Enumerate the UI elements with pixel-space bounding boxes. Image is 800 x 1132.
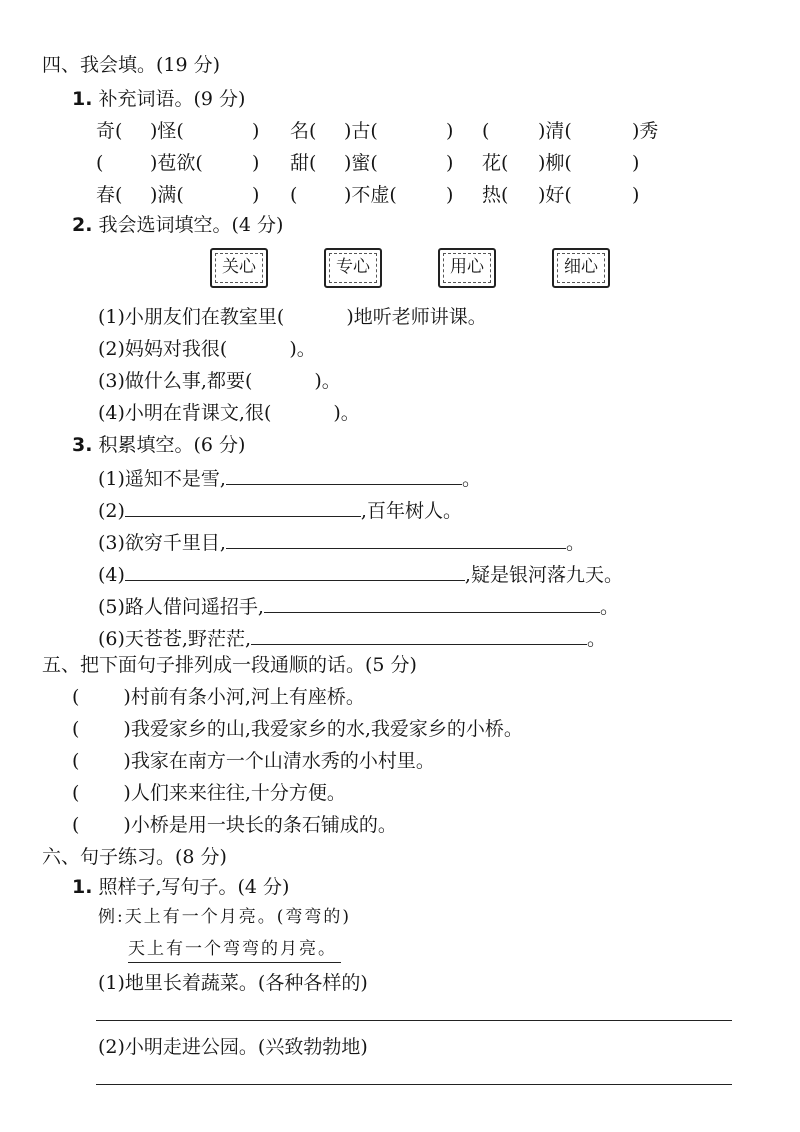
word-fill-cell: )好( [538,184,572,206]
q2-item-4 [98,400,360,426]
q3-text: 积累填空。(6 分) [98,434,246,456]
word-fill-cell: 甜( [290,152,317,174]
word-fill-cell: ) [446,184,454,206]
q3-item-1-text: (1)遥知不是雪, [98,468,226,490]
q2-item-1-tail: )地听老师讲课。 [346,306,487,328]
q2-item-3-text: (3)做什么事,都要( [98,370,253,392]
q3-item-4-blank[interactable] [125,560,465,581]
q3-item-2-text: (2) [98,500,125,522]
section-5-title: 五、把下面句子排列成一段通顺的话。(5 分) [42,654,417,676]
q2-item-1 [98,304,487,330]
q3-item-3-text: (3)欲穷千里目, [98,532,226,554]
order-item-3 [72,748,435,774]
q2-item-4-text: (4)小明在背课文,很( [98,402,272,424]
q3-item-3-blank[interactable] [226,528,566,549]
word-fill-cell: ( [482,120,490,142]
order-item-3-open: ( [72,750,80,772]
order-item-1-open: ( [72,686,80,708]
q2-item-3-tail: )。 [314,370,341,392]
word-fill-cell: ) [632,152,640,174]
word-fill-cell: 奇( [96,120,123,142]
q3-item-5 [98,592,619,620]
order-item-5-open: ( [72,814,80,836]
order-item-3-text: )我家在南方一个山清水秀的小村里。 [123,750,435,772]
q3-item-1-tail: 。 [461,468,481,490]
q1-heading [72,86,245,112]
word-fill-cell: ) [252,184,260,206]
q3-item-1 [98,464,481,492]
q3-item-6-text: (6)天苍苍,野茫茫, [98,628,251,650]
q3-item-2-tail: ,百年树人。 [360,500,462,522]
q3-number: 3. [72,434,93,456]
word-box-2: 专心 [324,248,382,288]
q3-item-2-blank[interactable] [125,496,361,517]
rewrite-item-1: (1)地里长着蔬菜。(各种各样的) [98,972,368,994]
word-fill-cell: ) [446,120,454,142]
order-item-2 [72,716,523,742]
q2-item-2 [98,336,316,362]
s6-q1-text: 照样子,写句子。(4 分) [98,876,290,898]
word-fill-cell: ( [96,152,104,174]
word-fill-cell: 春( [96,184,123,206]
q3-item-6-tail: 。 [587,628,607,650]
q3-item-4-tail: ,疑是银河落九天。 [464,564,623,586]
order-item-5 [72,812,397,838]
section-4-title: 四、我会填。(19 分) [42,54,221,76]
word-fill-cell: )不虚( [344,184,397,206]
q2-number: 2. [72,214,93,236]
s6-q1-heading [72,874,289,900]
q2-item-4-tail: )。 [333,402,360,424]
example-answer: 天上有一个弯弯的月亮。 [128,936,341,963]
q3-item-4 [98,560,623,588]
q3-item-2 [98,496,462,524]
q2-item-2-text: (2)妈妈对我很( [98,338,228,360]
q2-text: 我会选词填空。(4 分) [98,214,284,236]
word-fill-cell: ) [252,152,260,174]
order-item-4-text: )人们来来往往,十分方便。 [123,782,346,804]
word-box-1: 关心 [210,248,268,288]
order-item-5-text: )小桥是用一块长的条石铺成的。 [123,814,397,836]
q2-item-2-tail: )。 [289,338,316,360]
section-6-title: 六、句子练习。(8 分) [42,846,227,868]
word-fill-cell: )古( [344,120,378,142]
word-fill-cell: )柳( [538,152,572,174]
q2-item-1-text: (1)小朋友们在教室里( [98,306,285,328]
order-item-4-open: ( [72,782,80,804]
order-item-2-open: ( [72,718,80,740]
q3-item-1-blank[interactable] [226,464,462,485]
q3-heading [72,432,245,458]
order-item-2-text: )我爱家乡的山,我爱家乡的水,我爱家乡的小桥。 [123,718,523,740]
example-sentence: 例:天上有一个月亮。(弯弯的) [98,907,351,927]
rewrite-item-2: (2)小明走进公园。(兴致勃勃地) [98,1036,368,1058]
word-fill-cell: )满( [150,184,184,206]
s6-q1-number: 1. [72,876,93,898]
word-fill-cell: 热( [482,184,509,206]
q3-item-5-tail: 。 [599,596,619,618]
q3-item-6-blank[interactable] [251,624,587,645]
word-fill-cell: 名( [290,120,317,142]
q1-number: 1. [72,88,93,110]
word-box-4: 细心 [552,248,610,288]
order-item-1 [72,684,365,710]
word-fill-cell: 花( [482,152,509,174]
word-fill-cell: )清( [538,120,572,142]
word-fill-cell: ) [632,184,640,206]
word-fill-cell: ( [290,184,298,206]
word-fill-cell: )蜜( [344,152,378,174]
word-fill-cell: ) [252,120,260,142]
q3-item-5-text: (5)路人借问遥招手, [98,596,264,618]
word-fill-cell: )怪( [150,120,184,142]
q1-text: 补充词语。(9 分) [98,88,246,110]
q3-item-4-text: (4) [98,564,125,586]
rewrite-item-2-answer-line[interactable] [96,1084,732,1085]
word-fill-cell: )秀 [632,120,659,142]
q3-item-6 [98,624,606,652]
order-item-1-text: )村前有条小河,河上有座桥。 [123,686,365,708]
word-box-3: 用心 [438,248,496,288]
q3-item-3-tail: 。 [565,532,585,554]
word-fill-cell: ) [446,152,454,174]
order-item-4 [72,780,346,806]
q3-item-3 [98,528,585,556]
q2-heading [72,212,283,238]
q3-item-5-blank[interactable] [264,592,600,613]
rewrite-item-1-answer-line[interactable] [96,1020,732,1021]
word-fill-cell: )苞欲( [150,152,203,174]
q2-item-3 [98,368,341,394]
